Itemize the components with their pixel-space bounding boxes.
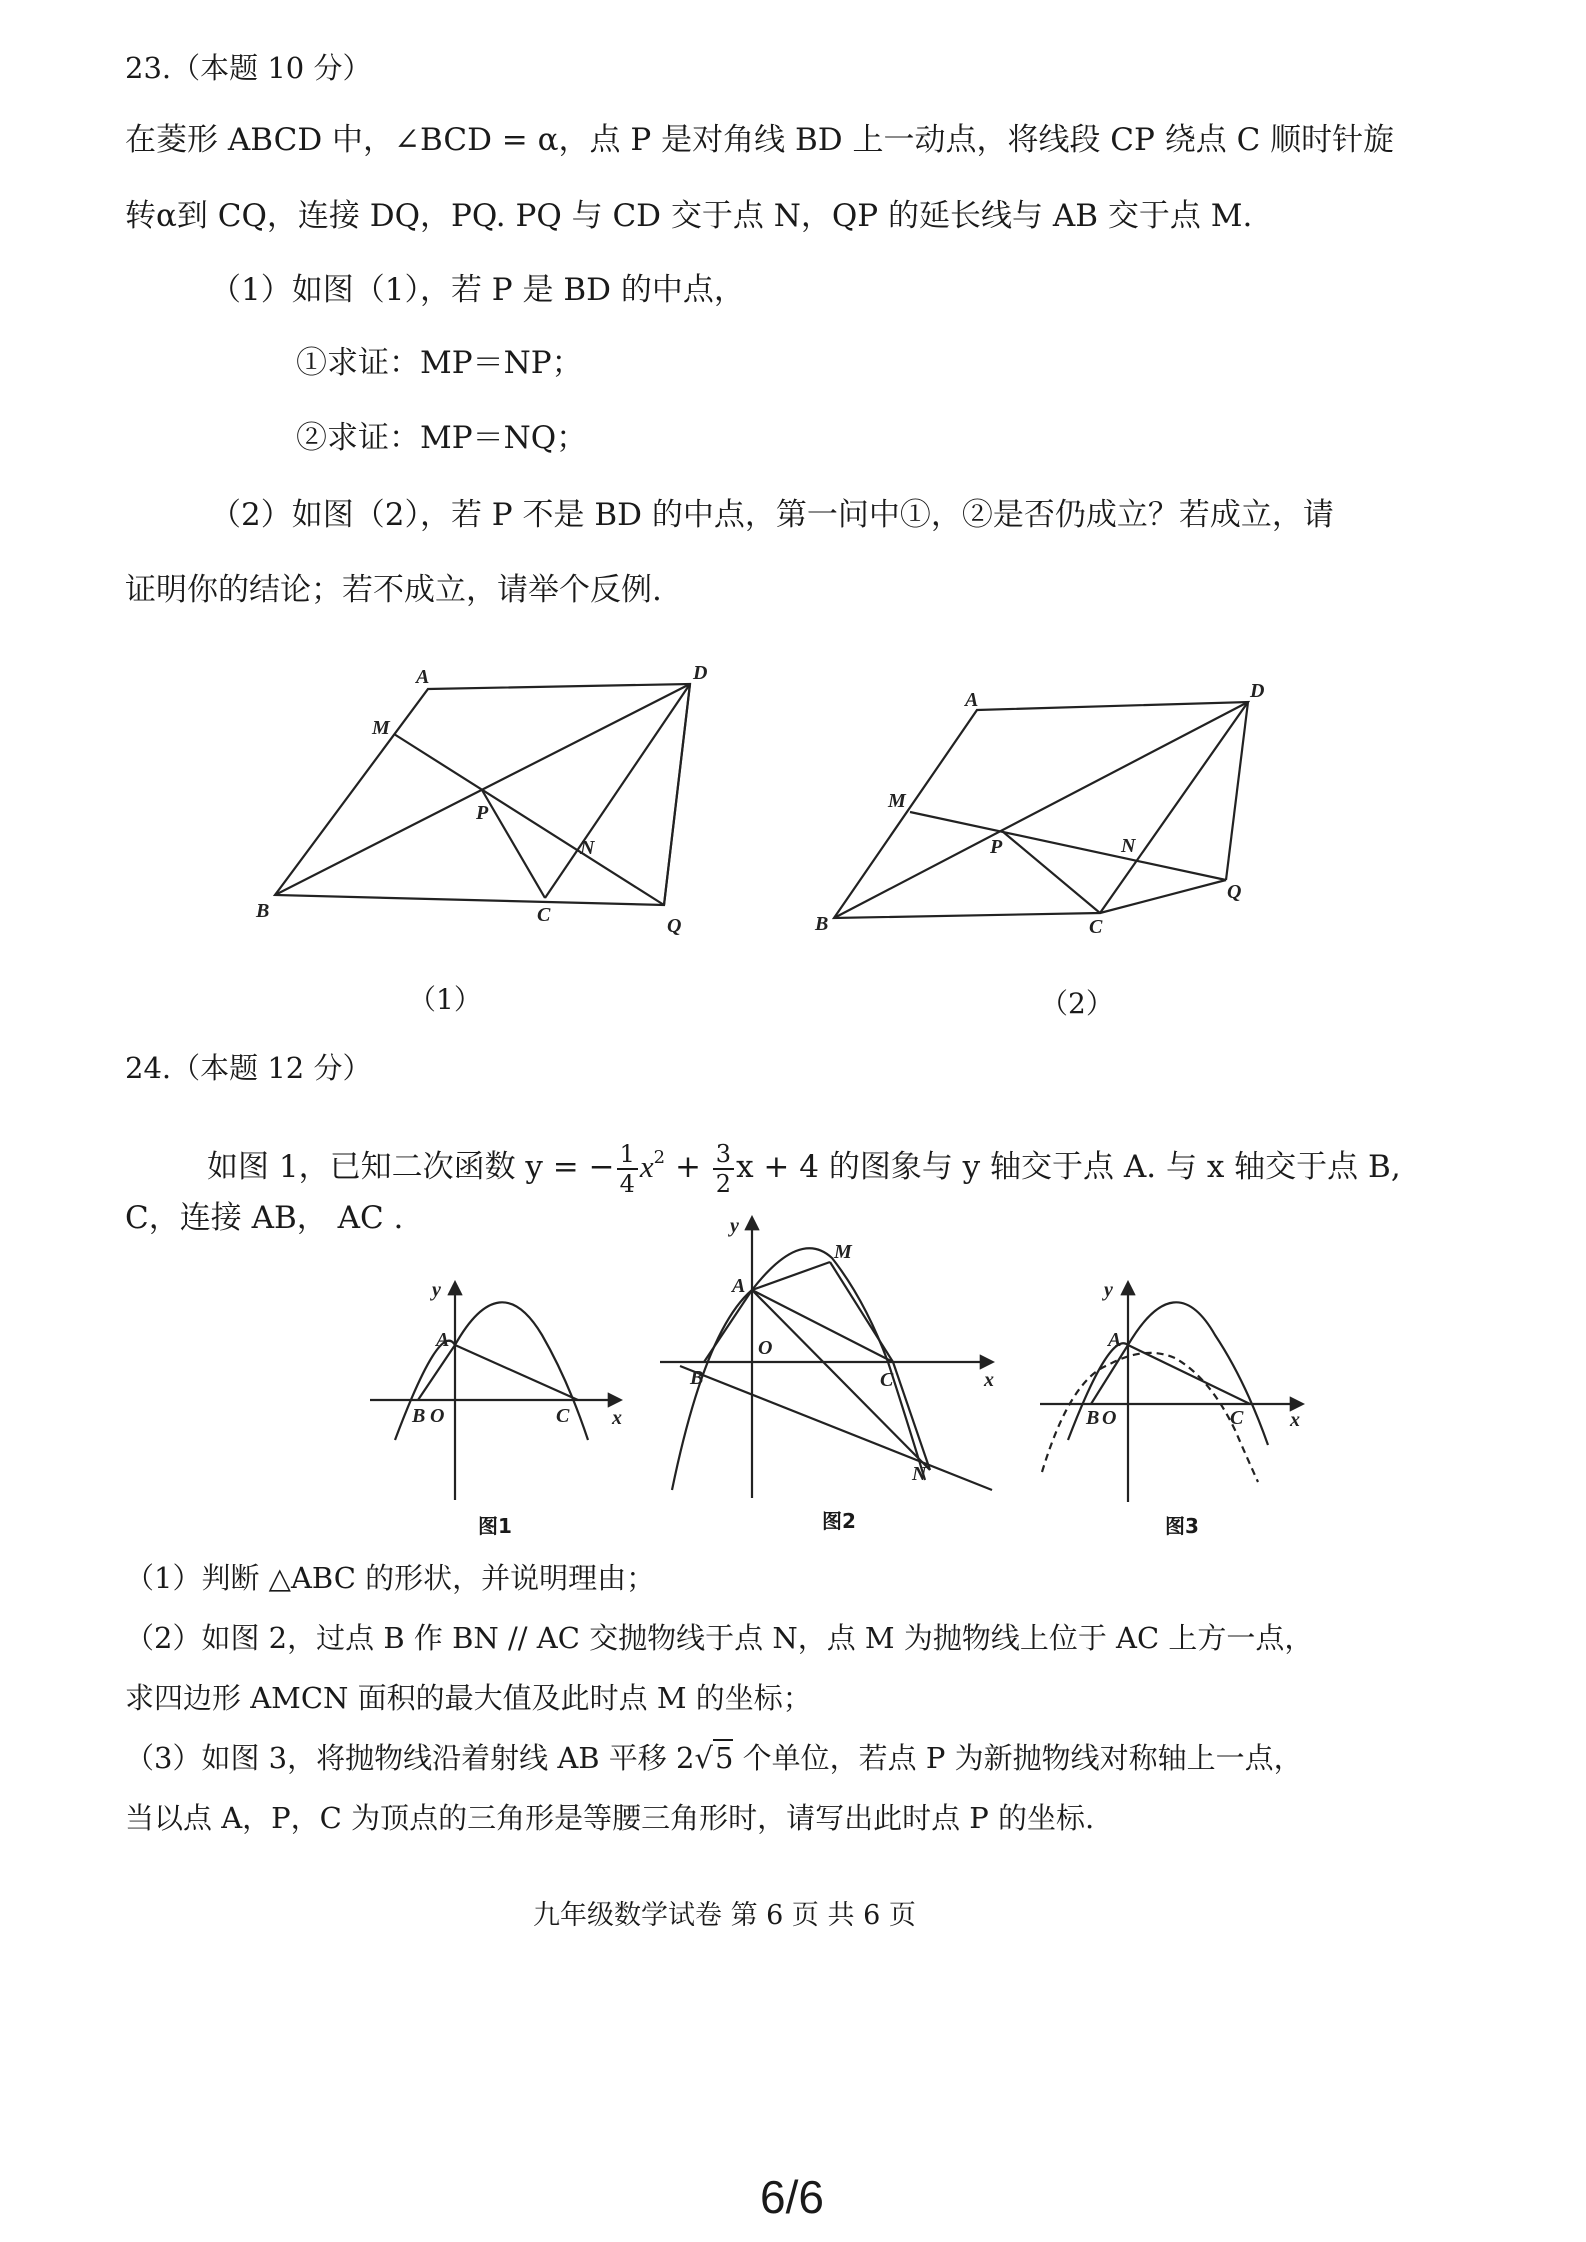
q23-fig2-caption: （2） (1040, 987, 1114, 1020)
sqrt-sign: √ (694, 1741, 713, 1775)
label-b-graph1: B (412, 1405, 426, 1427)
page-footer: 九年级数学试卷 第 6 页 共 6 页 (533, 1900, 916, 1931)
q24-fig2-caption: 图2 (822, 1509, 856, 1533)
segment-an-graph2 (752, 1290, 930, 1470)
label-q-fig1: Q (667, 915, 682, 937)
segment-ac-graph3 (1128, 1345, 1250, 1404)
q24-part2-line1: （2）如图 2，过点 B 作 BN // AC 交抛物线于点 N，点 M 为抛物线上位于 AC 上方一点， (125, 1621, 1314, 1655)
q24-stem-x2: x (639, 1149, 654, 1184)
q24-stem-post: x + 4 的图象与 y 轴交于点 A. 与 x 轴交于点 B, (736, 1149, 1401, 1185)
fraction-2-denominator: 2 (715, 1169, 732, 1198)
q24-part3-line2: 当以点 A，P，C 为顶点的三角形是等腰三角形时，请写出此时点 P 的坐标. (125, 1801, 1095, 1835)
label-n-fig2: N (1121, 835, 1136, 857)
label-y-graph1: y (432, 1279, 441, 1301)
q24-graph-2 (660, 1218, 992, 1498)
label-d-fig2: D (1250, 680, 1265, 702)
label-x-graph3: x (1290, 1409, 1300, 1431)
segment-ac-graph1 (455, 1345, 578, 1400)
fraction-1-numerator: 1 (617, 1140, 638, 1170)
label-a-graph1: A (436, 1329, 450, 1351)
q23-part1-a: ①求证：MP＝NP； (296, 345, 583, 381)
shifted-parabola-graph3 (1042, 1353, 1258, 1482)
segment-bn-graph2 (680, 1366, 992, 1490)
label-c-graph2: C (880, 1369, 894, 1391)
q24-stem-exponent: 2 (653, 1147, 666, 1168)
q24-graph-3 (1040, 1283, 1302, 1502)
label-a-fig1: A (416, 666, 430, 688)
q24-header: 24.（本题 12 分） (125, 1051, 372, 1085)
label-y-graph3: y (1104, 1279, 1113, 1301)
q24-graph-1-labels (411, 1279, 622, 1429)
fraction-2-numerator: 3 (713, 1140, 734, 1170)
q24-part2-line2: 求四边形 AMCN 面积的最大值及此时点 M 的坐标； (125, 1681, 812, 1715)
label-a-graph2: A (732, 1275, 746, 1297)
page-indicator: 6/6 (760, 2171, 824, 2223)
q24-fig3-caption: 图3 (1165, 1514, 1199, 1538)
q23-fig1-caption: （1） (408, 983, 482, 1016)
label-c-fig1: C (537, 904, 551, 926)
label-n-fig1: N (580, 837, 595, 859)
label-q-fig2: Q (1227, 881, 1242, 903)
fraction-1-denominator: 4 (619, 1169, 635, 1198)
segment-ab-graph2 (704, 1290, 752, 1362)
label-o-graph3: O (1102, 1407, 1117, 1429)
q24-stem-line2: C，连接 AB， AC . (125, 1200, 404, 1236)
q23-part2-line2: 证明你的结论；若不成立，请举个反例. (125, 572, 662, 608)
label-n-graph2: N (912, 1463, 927, 1485)
label-d-fig1: D (693, 662, 708, 684)
label-b-graph2: B (690, 1367, 704, 1389)
q24-fig1-caption: 图1 (478, 1514, 512, 1538)
q24-stem-plus: + (665, 1149, 711, 1185)
label-p-fig1: P (476, 802, 489, 824)
label-c-graph3: C (1230, 1407, 1244, 1429)
q23-stem-line1: 在菱形 ABCD 中，∠BCD = α，点 P 是对角线 BD 上一动点，将线段 CP 绕点 C 顺时针旋 (125, 122, 1395, 158)
label-a-fig2: A (965, 689, 979, 711)
label-b-graph3: B (1086, 1407, 1100, 1429)
q24-part3-line1 (125, 1738, 1303, 1778)
label-o-graph1: O (430, 1405, 445, 1427)
q23-header: 23.（本题 10 分） (125, 51, 372, 85)
q24-graph-3-labels (1085, 1279, 1300, 1431)
label-b-fig1: B (256, 900, 270, 922)
label-p-fig2: P (990, 836, 1003, 858)
label-b-fig2: B (815, 913, 829, 935)
label-a-graph3: A (1108, 1329, 1122, 1351)
q23-part1: （1）如图（1），若 P 是 BD 的中点， (210, 272, 745, 308)
label-m-fig1: M (372, 717, 390, 739)
q24-graph-1 (370, 1283, 620, 1500)
label-y-graph2: y (730, 1215, 739, 1237)
q24-part1: （1）判断 △ABC 的形状，并说明理由； (125, 1561, 656, 1595)
q24-part3-pre: （3）如图 3，将抛物线沿着射线 AB 平移 2 (125, 1741, 695, 1775)
label-c-fig2: C (1089, 916, 1103, 938)
label-x-graph2: x (984, 1369, 994, 1391)
q23-part2-line1: （2）如图（2），若 P 不是 BD 的中点，第一问中①，②是否仍成立？若成立，请 (210, 497, 1334, 533)
label-x-graph1: x (612, 1407, 622, 1429)
sqrt-radicand: 5 (714, 1741, 734, 1775)
q24-part3-post: 个单位，若点 P 为新抛物线对称轴上一点， (733, 1741, 1303, 1775)
q24-stem-pre: 如图 1，已知二次函数 y = − (207, 1149, 615, 1185)
q23-part1-b: ②求证：MP＝NQ； (296, 420, 588, 456)
label-o-graph2: O (758, 1337, 773, 1359)
label-m-fig2: M (888, 790, 906, 812)
q24-graph-2-labels (689, 1215, 994, 1485)
label-m-graph2: M (834, 1241, 852, 1263)
q23-stem-line2: 转α到 CQ，连接 DQ，PQ. PQ 与 CD 交于点 N，QP 的延长线与 AB 交于点 M. (125, 198, 1253, 234)
label-c-graph1: C (556, 1405, 570, 1427)
